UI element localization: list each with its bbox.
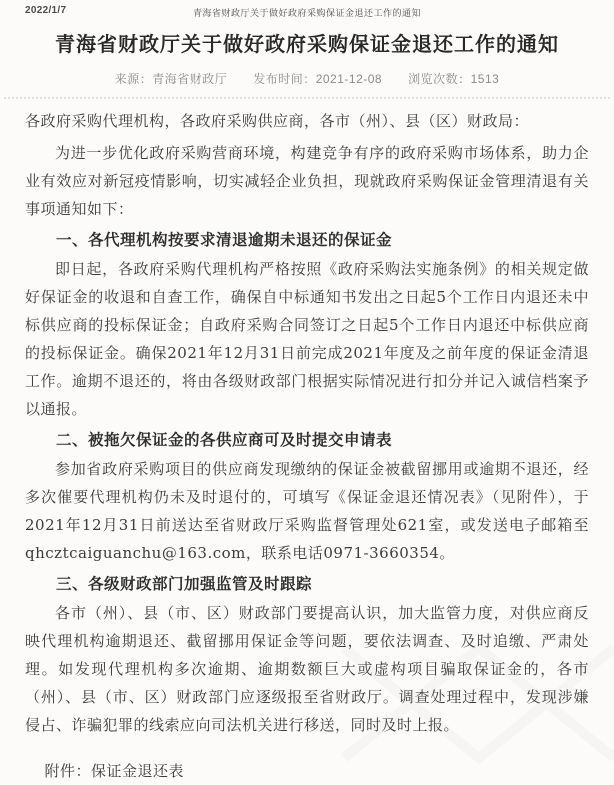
meta-source: 来源：青海省财政厅 [114, 72, 228, 86]
section-2-body: 参加省政府采购项目的供应商发现缴纳的保证金被截留挪用或逾期不退还，经多次催要代理机构仍未及时退付的，可填写《保证金退还情况表》（见附件），于2021年12月31日前送达至省财政厅采购监督管理处621室，或发送电子邮箱至qhcztcaiguanchu@163.com，联系电话0971-3660354。 [25, 460, 589, 562]
page-title: 青海省财政厅关于做好政府采购保证金退还工作的通知 [55, 34, 559, 56]
print-header [0, 0, 614, 18]
meta-views: 浏览次数：1513 [408, 72, 500, 86]
intro-paragraph: 为进一步优化政府采购营商环境，构建竞争有序的政府采购市场体系，助力企业有效应对新冠疫情影响，切实减轻企业负担，现就政府采购保证金管理清退有关事项通知如下： [25, 144, 589, 218]
salutation-line: 各政府采购代理机构，各政府采购供应商，各市（州）、县（区）财政局： [25, 112, 530, 130]
print-header-title: 青海省财政厅关于做好政府采购保证金退还工作的通知 [192, 8, 421, 18]
section-2-heading: 二、被拖欠保证金的各供应商可及时提交申请表 [56, 432, 393, 449]
section-1-body: 即日起，各政府采购代理机构严格按照《政府采购法实施条例》的相关规定做好保证金的收退和自查工作，确保自中标通知书发出之日起5个工作日内退还未中标供应商的投标保证金；自政府采购合同签订之日起5个工作日内退还中标供应商的投标保证金。确保2021年12月31日前完成2021年度及之前年度的保证金清退工作。逾期不退还的，将由各级财政部门根据实际情况进行扣分并记入诚信档案予以通报。 [25, 260, 589, 418]
attachment-line: 附件：保证金退还表 [44, 762, 185, 780]
article-meta [0, 70, 614, 87]
print-date: 2022/1/7 [25, 5, 67, 16]
article-body [25, 107, 589, 785]
section-3-heading: 三、各级财政部门加强监管及时跟踪 [56, 576, 313, 593]
dotted-separator [4, 97, 610, 99]
section-3-body: 各市（州）、县（市、区）财政部门要提高认识，加大监管力度，对供应商反映代理机构逾期退还、截留挪用保证金等问题，要依法调查、及时追缴、严肃处理。如发现代理机构多次逾期、逾期数额巨大或虚构项目骗取保证金的，各市（州）、县（市、区）财政部门应逐级报至省财政厅。调查处理过程中，发现涉嫌侵占、诈骗犯罪的线索应向司法机关进行移送，同时及时上报。 [25, 604, 589, 734]
meta-publish-time: 发布时间：2021-12-08 [253, 72, 383, 86]
section-1-heading: 一、各代理机构按要求清退逾期未退还的保证金 [56, 232, 393, 249]
